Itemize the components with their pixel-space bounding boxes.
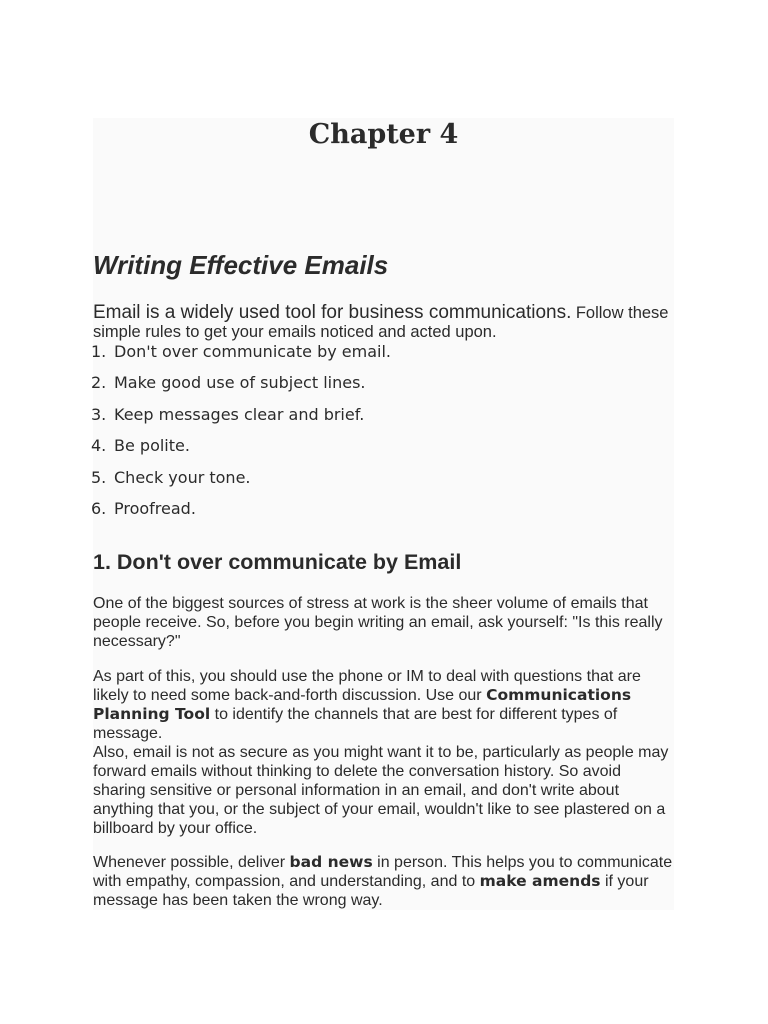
paragraph-text: Also, email is not as secure as you might want it to be, particularly as people may forward emails without thinking to delete the conversation history. So avoid sharing sensitive or personal information in an email, and don't write about anything that you, or the subject of your email, wouldn't like to see plastered on a billboard by your office. (93, 744, 669, 837)
list-item (91, 341, 651, 372)
list-item-text: Be polite. (114, 436, 190, 456)
make-amends-link[interactable]: make amends (479, 872, 601, 890)
list-item-number: 1. (91, 342, 107, 361)
body-paragraph-bad-news (93, 853, 674, 910)
list-item-number: 4. (91, 436, 107, 456)
paragraph-text: Whenever possible, deliver (93, 854, 286, 871)
list-item-text: Don't over communicate by email. (114, 342, 391, 361)
document-heading: Writing Effective Emails (93, 250, 389, 280)
section-heading: 1. Don't over communicate by Email (93, 550, 462, 574)
list-item-text: Make good use of subject lines. (114, 373, 366, 393)
body-paragraph-channels (93, 667, 674, 838)
list-item (91, 435, 651, 466)
list-item (91, 372, 651, 403)
paragraph-text: in person. This helps you to communicate with empathy, compassion, and understanding, and to (93, 854, 673, 890)
paragraph-text: to identify the channels that are best for different types of message. (93, 706, 618, 742)
list-item (91, 498, 651, 529)
intro-rest: Follow these simple rules to get your emails noticed and acted upon. (93, 304, 669, 341)
bad-news-link[interactable]: bad news (289, 853, 373, 871)
rules-list (91, 341, 651, 529)
list-item (91, 404, 651, 435)
intro-lead: Email is a widely used tool for business communications. (93, 302, 572, 323)
paragraph-text: if your message has been taken the wrong way. (93, 873, 649, 909)
intro-paragraph (93, 303, 674, 342)
list-item-number: 2. (91, 373, 107, 393)
communications-planning-tool-link[interactable]: Communications Planning Tool (93, 686, 632, 723)
paragraph-text: As part of this, you should use the phone or IM to deal with questions that are likely to need some back-and-forth discussion. Use our (93, 668, 641, 704)
list-item-number: 5. (91, 467, 107, 487)
body-paragraph-stress: One of the biggest sources of stress at work is the sheer volume of emails that people receive. So, before you begin writing an email, ask yourself: "Is this really necessary?" (93, 595, 663, 650)
list-item-text: Proofread. (114, 498, 196, 518)
list-item (91, 467, 651, 498)
chapter-title: Chapter 4 (308, 119, 459, 150)
list-item-text: Check your tone. (114, 467, 251, 487)
list-item-number: 3. (91, 404, 107, 424)
list-item-text: Keep messages clear and brief. (114, 404, 365, 424)
list-item-number: 6. (91, 498, 107, 518)
